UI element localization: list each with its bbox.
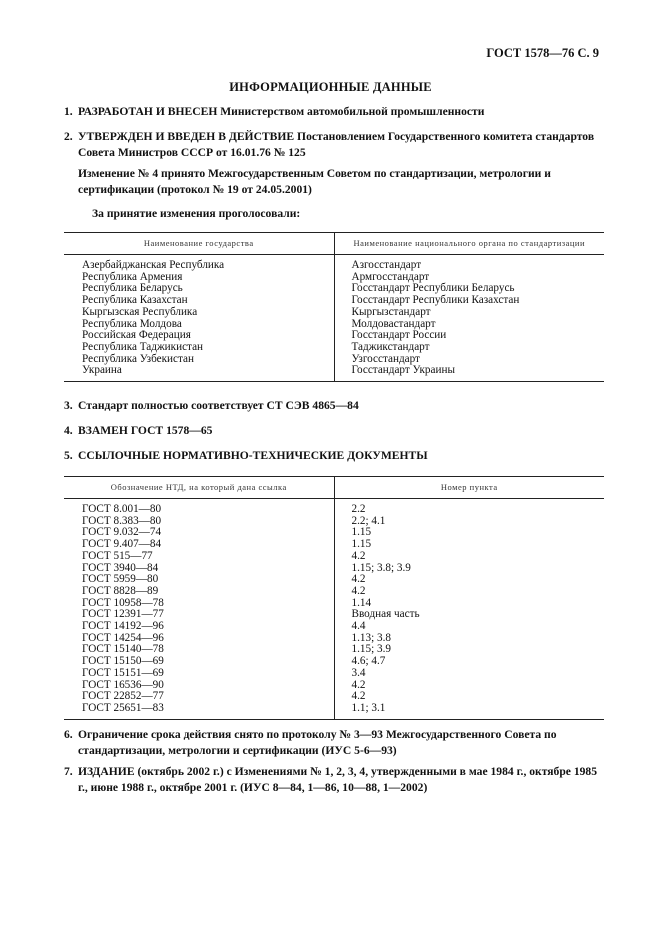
refs-row-col1: ГОСТ 10958—78 — [64, 598, 334, 610]
refs-row-col1: ГОСТ 5959—80 — [64, 574, 334, 586]
votes-row-col2: Азгосстандарт — [351, 259, 422, 271]
votes-row-col2: Госстандарт Украины — [334, 365, 604, 381]
refs-row-col1: ГОСТ 8.001—80 — [64, 499, 334, 516]
section-2-number: 2. — [64, 130, 73, 143]
refs-header-doc: Обозначение НТД, на который дана ссылка — [64, 477, 334, 499]
votes-row — [64, 354, 604, 366]
section-5-text: ССЫЛОЧНЫЕ НОРМАТИВНО-ТЕХНИЧЕСКИЕ ДОКУМЕНТЫ — [78, 449, 428, 462]
votes-row-col1: Украина — [64, 365, 334, 381]
votes-table — [64, 232, 604, 382]
refs-row-col1: ГОСТ 15140—78 — [64, 644, 334, 656]
refs-row-col1: ГОСТ 16536—90 — [64, 680, 334, 692]
section-5 — [64, 448, 604, 464]
votes-row-col2: Узгосстандарт — [351, 352, 420, 365]
votes-row-col2: Армгосстандарт — [351, 270, 430, 283]
votes-row-col1: Республика Армения — [64, 272, 334, 284]
votes-row-col1: Азербайджанская Республика — [64, 255, 334, 272]
section-4-number: 4. — [64, 424, 73, 437]
refs-row — [64, 621, 604, 633]
votes-row-col1: Республика Узбекистан — [64, 354, 334, 366]
refs-row-col2: 1.15; 3.9 — [351, 643, 391, 656]
voted-label: За принятие изменения проголосовали: — [92, 207, 301, 220]
refs-row-col2: 2.2; 4.1 — [351, 514, 386, 527]
refs-row-col1: ГОСТ 9.032—74 — [64, 527, 334, 539]
votes-row — [64, 307, 604, 319]
refs-row-col2: 1.15 — [351, 526, 372, 539]
section-2 — [64, 129, 604, 161]
refs-row — [64, 668, 604, 680]
section-3 — [64, 398, 604, 414]
votes-row-col1: Республика Беларусь — [64, 283, 334, 295]
section-2-text: УТВЕРЖДЕН И ВВЕДЕН В ДЕЙСТВИЕ Постановлением Государственного комитета стандартов Совета Министров СССР от 16.01.76 № 125 — [78, 130, 595, 159]
refs-row-col1: ГОСТ 14254—96 — [64, 633, 334, 645]
section-1 — [64, 104, 604, 120]
section-6-number: 6. — [64, 728, 73, 741]
refs-row-col1: ГОСТ 25651—83 — [64, 703, 334, 719]
refs-row-col2: 4.2 — [351, 678, 366, 691]
refs-row-col1: ГОСТ 8.383—80 — [64, 516, 334, 528]
section-5-number: 5. — [64, 449, 73, 462]
refs-row-col2: Вводная часть — [351, 608, 420, 621]
refs-row-col2: 1.14 — [351, 596, 372, 609]
votes-row — [64, 365, 604, 381]
votes-row-col1: Кыргызская Республика — [64, 307, 334, 319]
section-3-number: 3. — [64, 399, 73, 412]
refs-row — [64, 499, 604, 516]
page-title: ИНФОРМАЦИОННЫЕ ДАННЫЕ — [229, 80, 432, 94]
votes-row — [64, 342, 604, 354]
refs-table-body — [64, 499, 604, 720]
refs-row — [64, 703, 604, 719]
votes-row-col2: Госстандарт Республики Беларусь — [351, 282, 515, 295]
refs-row-col1: ГОСТ 515—77 — [64, 551, 334, 563]
amendment-note: Изменение № 4 принято Межгосударственным Советом по стандартизации, метрологии и сертификации (протокол № 19 от 24.05.2001) — [78, 167, 551, 196]
votes-row-col1: Республика Казахстан — [64, 295, 334, 307]
refs-row-col1: ГОСТ 9.407—84 — [64, 539, 334, 551]
refs-row-col2: 1.13; 3.8 — [351, 631, 391, 644]
refs-row-col2: 3.4 — [351, 666, 366, 679]
votes-row-col1: Республика Молдова — [64, 319, 334, 331]
votes-header-body: Наименование национального органа по стандартизации — [334, 233, 604, 255]
refs-row-col1: ГОСТ 22852—77 — [64, 691, 334, 703]
votes-row-col1: Республика Таджикистан — [64, 342, 334, 354]
section-7-text: ИЗДАНИЕ (октябрь 2002 г.) с Изменениями № 1, 2, 3, 4, утвержденными в мае 1984 г., октябре 1985 г., июне 1988 г., октябре 2001 г. (ИУС 8—84, 1—86, 10—88, 1—2002) — [78, 765, 598, 794]
refs-row-col1: ГОСТ 8828—89 — [64, 586, 334, 598]
refs-table — [64, 476, 604, 720]
votes-table-body — [64, 255, 604, 382]
page-header: ГОСТ 1578—76 С. 9 — [486, 46, 599, 60]
votes-row — [64, 255, 604, 272]
refs-row-col1: ГОСТ 15150—69 — [64, 656, 334, 668]
refs-row-col2: 4.4 — [351, 620, 366, 633]
votes-row-col2: Госстандарт Республики Казахстан — [351, 294, 520, 307]
votes-row-col1: Российская Федерация — [64, 330, 334, 342]
section-7 — [64, 764, 604, 796]
section-6 — [64, 727, 604, 759]
section-3-text: Стандарт полностью соответствует СТ СЭВ 4865—84 — [78, 399, 359, 412]
refs-row-col2: 4.2 — [351, 584, 366, 597]
refs-row — [64, 586, 604, 598]
refs-row-col2: 1.1; 3.1 — [334, 703, 604, 719]
section-1-text: РАЗРАБОТАН И ВНЕСЕН Министерством автомобильной промышленности — [78, 105, 485, 118]
votes-row-col2: Госстандарт России — [351, 329, 447, 342]
refs-row-col2: 4.2 — [351, 690, 366, 703]
section-4 — [64, 423, 604, 439]
section-7-number: 7. — [64, 765, 73, 778]
votes-row-col2: Молдовастандарт — [351, 317, 436, 330]
votes-row-col2: Кыргызстандарт — [351, 305, 431, 318]
section-6-text: Ограничение срока действия снято по протоколу № 3—93 Межгосударственного Совета по стандартизации, метрологии и сертификации (ИУС 5-6—93) — [78, 728, 557, 757]
refs-row-col1: ГОСТ 15151—69 — [64, 668, 334, 680]
refs-row-col2: 4.2 — [351, 573, 366, 586]
refs-row-col2: 1.15 — [351, 538, 372, 551]
votes-header-state: Наименование государства — [64, 233, 334, 255]
refs-row-col2: 4.2 — [351, 549, 366, 562]
section-4-text: ВЗАМЕН ГОСТ 1578—65 — [78, 424, 213, 437]
votes-row-col2: Таджикстандарт — [351, 340, 430, 353]
refs-row-col2: 1.15; 3.8; 3.9 — [351, 561, 411, 574]
refs-row-col1: ГОСТ 12391—77 — [64, 609, 334, 621]
refs-row-col1: ГОСТ 14192—96 — [64, 621, 334, 633]
refs-row — [64, 551, 604, 563]
section-1-number: 1. — [64, 105, 73, 118]
refs-header-clause: Номер пункта — [334, 477, 604, 499]
refs-row-col1: ГОСТ 3940—84 — [64, 563, 334, 575]
refs-row-col2: 2.2 — [351, 503, 366, 515]
refs-row-col2: 4.6; 4.7 — [351, 655, 386, 668]
